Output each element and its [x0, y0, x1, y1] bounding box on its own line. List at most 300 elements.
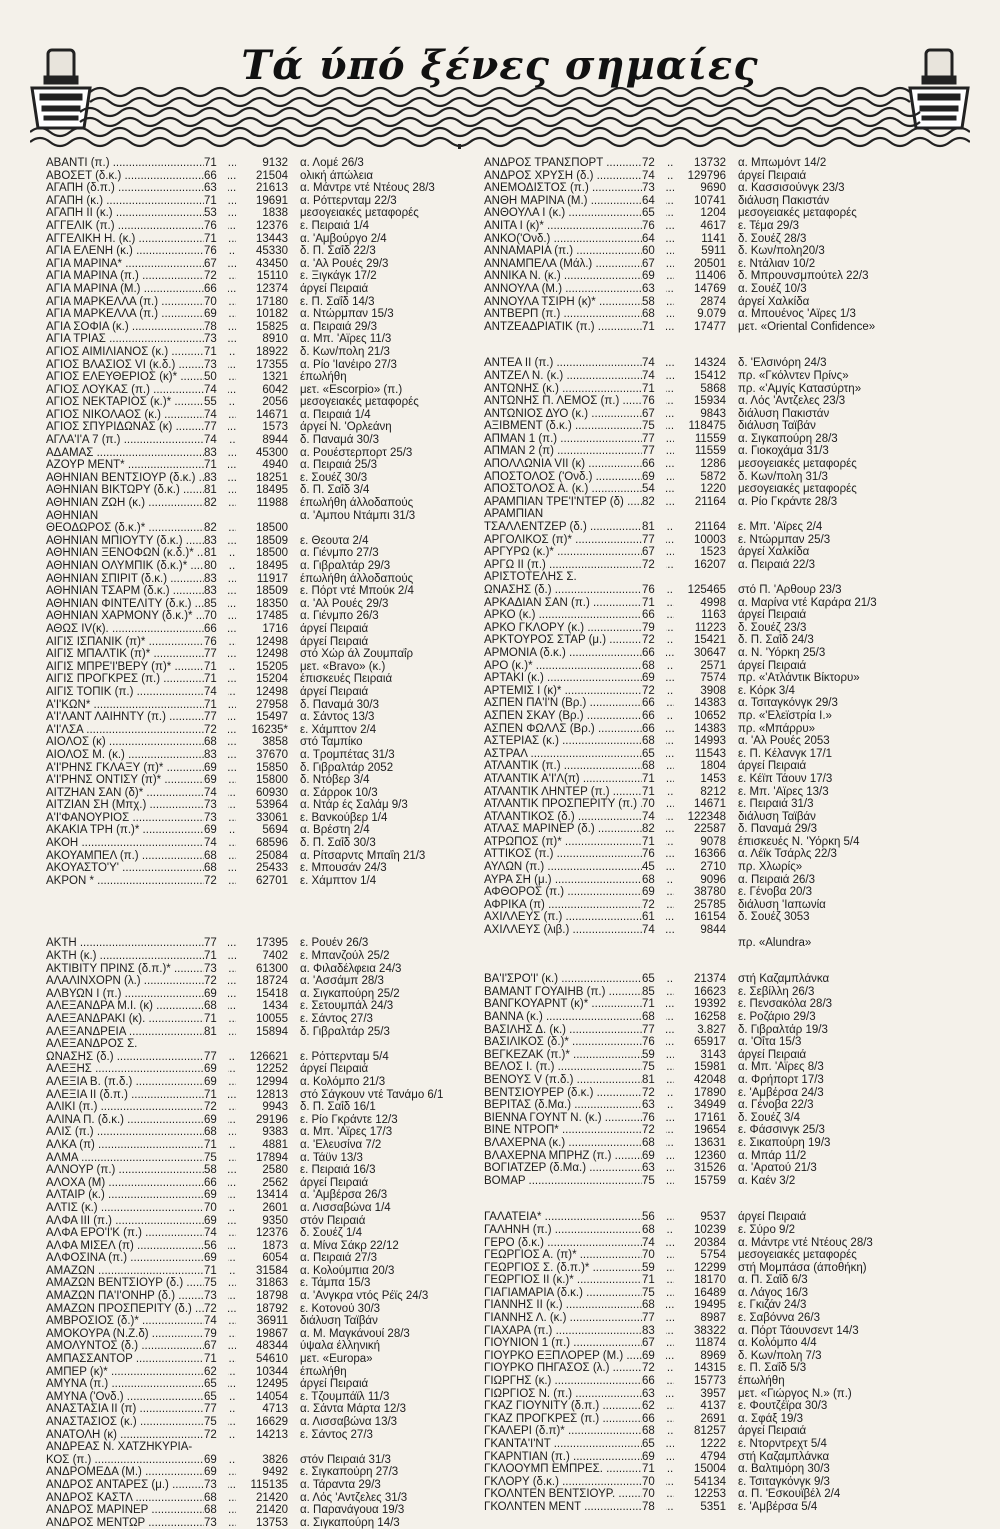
build-year: 75 — [204, 1277, 228, 1290]
ship-name: ΑΛΙΚΙ (π.) ..... — [46, 1101, 246, 1114]
ship-status: α. Πόρτ Τάουνσεντ 14/3 — [738, 1325, 938, 1338]
ship-name: ΒΕΓΚΕΖΑΚ (π.)* ..... — [484, 1049, 684, 1062]
build-year: 69 — [204, 1454, 228, 1467]
ship-entry-row — [484, 1299, 914, 1312]
ship-name: ΒΑΣΙΛΙΚΟΣ (δ.)* ..... — [484, 1036, 684, 1049]
build-year: 69 — [642, 1451, 666, 1464]
ship-name: ΑΙΓΙΣ ΙΣΠΑΝΙΚ (π)* ..... — [46, 636, 246, 649]
gross-tonnage: 1523 — [674, 546, 726, 559]
ship-name: ΑΝΑΣΤΑΣΙΟΣ (κ.) ..... — [46, 1416, 246, 1429]
ship-name: ΑΙΓΙΣ ΤΟΠΙΚ (π.) ..... — [46, 686, 246, 699]
ship-name: ΑΓΙΑ ΤΡΙΑΣ ..... — [46, 333, 246, 346]
build-year: 59 — [642, 1262, 666, 1275]
gross-tonnage: 12498 — [236, 648, 288, 661]
build-year: 68 — [642, 1299, 666, 1312]
build-year: 67 — [204, 258, 228, 271]
ship-entry-row — [484, 207, 914, 220]
ship-name: ΑΓΑΠΗ (κ.) ..... — [46, 195, 246, 208]
ship-status: δ. Γιβραλτάρ 25/3 — [300, 1026, 500, 1039]
ship-entry-row — [484, 521, 914, 534]
ship-status: ολική άπώλεια — [300, 170, 500, 183]
ship-status: δ. Κων/πολη 21/3 — [300, 346, 500, 359]
ship-name: ΓΙΑΓΙΑΜΑΡΙΑ (δ.κ.) ..... — [484, 1287, 684, 1300]
gross-tonnage: 16207 — [674, 559, 726, 572]
ship-name: ΒΑΣΙΛΗΣ Δ. (κ.) ..... — [484, 1024, 684, 1037]
ship-entry-row — [484, 445, 914, 458]
ship-status: μετ. «Oriental Confidence» — [738, 321, 938, 334]
ship-status: πρ. «Γκόλντεν Πρίνς» — [738, 370, 938, 383]
ship-name: ΒΕΡΙΤΑΣ (δ.Μα.) ..... — [484, 1099, 684, 1112]
ship-entry-row — [46, 1353, 476, 1366]
ship-entry-row — [484, 1087, 914, 1100]
gross-tonnage: 4713 — [236, 1403, 288, 1416]
gross-tonnage: 21420 — [236, 1504, 288, 1517]
ship-entry-row — [484, 1476, 914, 1489]
ship-entry-row — [46, 1126, 476, 1139]
build-year: 69 — [204, 1189, 228, 1202]
ship-status: ε. Ντώρμπαν 25/3 — [738, 534, 938, 547]
build-year: 74 — [642, 357, 666, 370]
ship-status: άργεί Πειραιά — [738, 170, 938, 183]
ship-status: στή Καζαμπλάνκα — [738, 1451, 938, 1464]
ship-status: ε. Πειραιά 31/3 — [738, 798, 938, 811]
ship-entry-row — [484, 308, 914, 321]
ship-status: α. Μπάρ 11/2 — [738, 1150, 938, 1163]
ship-status: α. Ν. 'Υόρκη 25/3 — [738, 647, 938, 660]
page-header — [30, 30, 970, 150]
ship-entry-row — [46, 648, 476, 661]
build-year: 74 — [642, 170, 666, 183]
build-year: 82 — [204, 497, 228, 510]
ship-entry-row — [46, 837, 476, 850]
ship-entry-row — [46, 245, 476, 258]
ship-name: ΓΙΟΥΡΚΟ ΕΞΠΛΟΡΕΡ (Μ.) ..... — [484, 1350, 684, 1363]
ship-name: ΑΘΩΣ ΙV(κ). ..... — [46, 623, 246, 636]
ship-name: ΑΓΙΑ ΜΑΡΙΝΑ (π.) ..... — [46, 270, 246, 283]
gross-tonnage: 3826 — [236, 1454, 288, 1467]
ship-status: ε. Μπ. 'Αϊρες 2/4 — [738, 521, 938, 534]
ship-status: ε. Σιγκαπούρη 27/3 — [300, 1466, 500, 1479]
ship-name: ΑΛΕΞΑΝΔΡΑ Μ.Ι. (κ) ..... — [46, 1000, 246, 1013]
ship-status: έπισκευές Ν. 'Υόρκη 5/4 — [738, 836, 938, 849]
build-year: 71 — [204, 673, 228, 686]
gross-tonnage: 27958 — [236, 699, 288, 712]
ship-status: α. Ρίτσαρντς Μπαΐη 21/3 — [300, 850, 500, 863]
gross-tonnage: 17477 — [674, 321, 726, 334]
ship-status: ε. Γένοβα 20/3 — [738, 886, 938, 899]
build-year: 69 — [204, 1466, 228, 1479]
ship-entry-row — [46, 1315, 476, 1328]
ship-status: α. 'Ανγκρα ντός Ρέϊς 24/3 — [300, 1290, 500, 1303]
build-year: 66 — [642, 723, 666, 736]
ship-status: α. 'Αμπου Ντάμπι 31/3 — [300, 510, 500, 523]
build-year: 68 — [204, 1126, 228, 1139]
ship-name: ΑΓΙΟΣ ΕΛΕΥΘΕΡΙΟΣ (κ)* ..... — [46, 371, 246, 384]
ship-entry-row — [484, 1061, 914, 1074]
gross-tonnage: 19392 — [674, 998, 726, 1011]
gross-tonnage: 4617 — [674, 220, 726, 233]
ship-status: έπισκευές Πειραιά — [300, 673, 500, 686]
ship-status: στό Ταμπίκο — [300, 736, 500, 749]
ship-status: α. Π. 'Εσκουϊβέλ 2/4 — [738, 1488, 938, 1501]
gross-tonnage: 43450 — [236, 258, 288, 271]
gross-tonnage: 2562 — [236, 1177, 288, 1190]
ship-status: δ. Κων/πολη 31/3 — [738, 471, 938, 484]
ship-entry-row — [46, 610, 476, 623]
ship-status: μεσογειακές μεταφορές — [300, 207, 500, 220]
ship-entry-row — [46, 308, 476, 321]
ship-entry-row — [484, 1249, 914, 1262]
ship-status: έπωλήθη — [300, 371, 500, 384]
ship-status: α. Λός 'Αντζελες 23/3 — [738, 395, 938, 408]
gross-tonnage: 11223 — [674, 622, 726, 635]
ship-entry-row — [46, 182, 476, 195]
gross-tonnage: 21164 — [674, 521, 726, 534]
ship-status: ε. Πειραιά 1/4 — [300, 220, 500, 233]
gross-tonnage: 20384 — [674, 1237, 726, 1250]
gross-tonnage: 17355 — [236, 359, 288, 372]
build-year: 64 — [642, 233, 666, 246]
ship-status: μεσογειακές μεταφορές — [738, 483, 938, 496]
ship-status: άργεί Ν. 'Ορλεάνη — [300, 421, 500, 434]
gross-tonnage: 10055 — [236, 1013, 288, 1026]
gross-tonnage: 62701 — [236, 875, 288, 888]
build-year: 69 — [204, 1114, 228, 1127]
ship-status: ε. Φουτζέϊρα 30/3 — [738, 1400, 938, 1413]
ship-entry-row — [484, 672, 914, 685]
ship-status: ε. Ρόττερνταμ 5/4 — [300, 1051, 500, 1064]
build-year: 66 — [642, 458, 666, 471]
ship-status: άργεί Πειραιά — [300, 1063, 500, 1076]
gross-tonnage: 11559 — [674, 433, 726, 446]
ship-status: δ. Σουέζ 28/3 — [738, 233, 938, 246]
ship-name: ΓΙΟΥΝΙΟΝ 1 (π.) ..... — [484, 1337, 684, 1350]
gross-tonnage: 17894 — [236, 1152, 288, 1165]
build-year: 45 — [642, 861, 666, 874]
ship-name: ΑΚΤΗ ..... — [46, 937, 246, 950]
ship-entry-row — [46, 963, 476, 976]
ship-status: μεσογειακές μεταφορές — [738, 207, 938, 220]
ship-entry-row — [46, 1303, 476, 1316]
ship-entry-row — [46, 233, 476, 246]
ship-name: ΑΘΗΝΙΑΝ ΜΠΙΟΥΤΥ (δ.κ.) ..... — [46, 535, 246, 548]
ship-name: ΑΡΜΟΝΙΑ (δ.κ.) ..... — [484, 647, 684, 660]
ship-status: μεσογειακές μεταφορές — [738, 458, 938, 471]
ship-name: ΑΤΤΙΚΟΣ (π.) ..... — [484, 848, 684, 861]
ship-entry-row — [46, 1026, 476, 1039]
ship-name: ΑΡΚΟ (κ.) ..... — [484, 609, 684, 622]
ship-status: α. Μαρίνα ντέ Καράρα 21/3 — [738, 597, 938, 610]
ship-name: ΑΓΙΟΣ ΛΟΥΚΑΣ (π.) ..... — [46, 384, 246, 397]
ship-status: άργεί Πειραιά — [300, 1177, 500, 1190]
ship-status: α. Τάραντα 29/3 — [300, 1479, 500, 1492]
ship-name: ΑΓΙΟΣ ΑΙΜΙΛΙΑΝΟΣ (κ.) ..... — [46, 346, 246, 359]
ship-entry-row — [484, 1175, 914, 1188]
ship-status: ε. Ρίο Γκράντε 12/3 — [300, 1114, 500, 1127]
ship-entry-row — [484, 233, 914, 246]
build-year: 81 — [204, 547, 228, 560]
ship-status: α. Λομέ 26/3 — [300, 157, 500, 170]
gross-tonnage: 14213 — [236, 1429, 288, 1442]
ship-entry-row — [46, 220, 476, 233]
gross-tonnage: 12495 — [236, 1378, 288, 1391]
ship-entry-row — [484, 458, 914, 471]
ship-status: άργεί Πειραιά — [738, 1049, 938, 1062]
ship-entry-row — [46, 661, 476, 674]
ship-name: ΑΘΗΝΙΑΝ ΒΙΚΤΩΡΥ (δ.κ.) ..... — [46, 484, 246, 497]
build-year: 66 — [642, 697, 666, 710]
ship-status: ε. Ρουέν 26/3 — [300, 937, 500, 950]
ship-entry-row — [484, 1150, 914, 1163]
ship-entry-row — [484, 1124, 914, 1137]
ship-name: ΑΓΑΠΗ (δ.π.) ..... — [46, 182, 246, 195]
ship-entry-row — [46, 459, 476, 472]
ship-status: δ. Π. Σαΐδ 30/3 — [300, 837, 500, 850]
ship-entry-row — [46, 774, 476, 787]
ship-entry-row — [484, 748, 914, 761]
build-year: 59 — [642, 1049, 666, 1062]
build-year: 68 — [642, 308, 666, 321]
ship-entry-row — [484, 245, 914, 258]
ship-status: α. Γιοκοχάμα 31/3 — [738, 445, 938, 458]
build-year: 68 — [642, 735, 666, 748]
ship-name: ΑΝΤΖΕΑΔΡΙΑΤΙΚ (π.) ..... — [484, 321, 684, 334]
build-year: 74 — [204, 409, 228, 422]
ship-entry-row — [46, 421, 476, 434]
ship-entry-row — [46, 447, 476, 460]
ship-name: ΑΡΟ (κ.)* ..... — [484, 660, 684, 673]
ship-name: ΑΛΦΑ ΙΙΙ (π.) ..... — [46, 1215, 246, 1228]
ship-name: ΑΤΛΑΝΤΙΚ ΛΗΝΤΕΡ (π.) ..... — [484, 786, 684, 799]
gross-tonnage: 5694 — [236, 824, 288, 837]
ship-status: πρ. «'Ελεϊστρία Ι.» — [738, 710, 938, 723]
build-year: 71 — [204, 1265, 228, 1278]
ship-entry-row — [484, 321, 914, 334]
ship-name: Α'Ι'ΦΑΝΟΥΡΙΟΣ ..... — [46, 812, 246, 825]
ship-name: ΑΜΥΝΑ (π.) ..... — [46, 1378, 246, 1391]
ship-name: ΑΝΝΟΥΛΑ (Μ.) ..... — [484, 283, 684, 296]
build-year: 85 — [204, 598, 228, 611]
ship-entry-row — [46, 283, 476, 296]
ship-name: ΒΕΝΤΣΙΟΥΡΕΡ (δ.κ.) ..... — [484, 1087, 684, 1100]
ship-name: ΑΠΟΣΤΟΛΟΣ ('Ονδ.) ..... — [484, 471, 684, 484]
ship-entry-row — [46, 510, 476, 523]
ship-name: ΑΜΑΖΩΝ ΒΕΝΤΣΙΟΥΡ (δ.) ..... — [46, 1277, 246, 1290]
ship-name: ΓΚΑΖ ΠΡΟΓΚΡΕΣ (π.) ..... — [484, 1413, 684, 1426]
ship-entry-row — [46, 1391, 476, 1404]
ship-entry-row — [484, 911, 914, 924]
build-year: 72 — [642, 157, 666, 170]
gross-tonnage: 18495 — [236, 484, 288, 497]
ship-entry-row — [484, 296, 914, 309]
ship-status: ε. Γκιζάν 24/3 — [738, 1299, 938, 1312]
ship-name: ΑΙΟΛΟΣ (κ) ..... — [46, 736, 246, 749]
ship-status: πρ. «'Αμγίς Κατασύρτη» — [738, 383, 938, 396]
ship-status: στό Σάγκουν ντέ Τανάμο 6/1 — [300, 1089, 500, 1102]
ship-status: ε. Σεβίλλη 26/3 — [738, 986, 938, 999]
build-year: 74 — [204, 1227, 228, 1240]
section-gap — [484, 333, 914, 357]
ship-status: διάλυση Πακιστάν — [738, 408, 938, 421]
gross-tonnage: 1453 — [674, 773, 726, 786]
ship-status: α. Σάντος 13/3 — [300, 711, 500, 724]
build-year: 69 — [204, 1063, 228, 1076]
ship-entry-row — [484, 433, 914, 446]
build-year: 76 — [642, 584, 666, 597]
gross-tonnage: 11988 — [236, 497, 288, 510]
gross-tonnage: 15894 — [236, 1026, 288, 1039]
gross-tonnage: 68596 — [236, 837, 288, 850]
ship-name: ΑΚΡΟΝ * ..... — [46, 875, 246, 888]
gross-tonnage: 1163 — [674, 609, 726, 622]
ship-entry-row — [484, 1099, 914, 1112]
build-year: 76 — [642, 848, 666, 861]
gross-tonnage: 81257 — [674, 1425, 726, 1438]
ship-entry-row — [484, 1224, 914, 1237]
ship-entry-row — [46, 1089, 476, 1102]
build-year: 71 — [204, 1353, 228, 1366]
ship-name: ΑΝΘΗ ΜΑΡΙΝΑ (Μ.) ..... — [484, 195, 684, 208]
ship-name: ΓΕΩΡΓΙΟΣ ΙΙ (κ.)* ..... — [484, 1274, 684, 1287]
ship-entry-row — [484, 220, 914, 233]
ship-status: α. 'Αμβέρσα 26/3 — [300, 1189, 500, 1202]
build-year: 74 — [642, 924, 666, 937]
ship-entry-row — [46, 258, 476, 271]
build-year: 81 — [642, 1074, 666, 1087]
ship-status: α. Λάγος 16/3 — [738, 1287, 938, 1300]
ship-status: ε. Σύρο 9/2 — [738, 1224, 938, 1237]
gross-tonnage: 29196 — [236, 1114, 288, 1127]
gross-tonnage: 8910 — [236, 333, 288, 346]
ship-name: ΑΝΔΡΟΜΕΔΑ (Μ.) ..... — [46, 1466, 246, 1479]
gross-tonnage: 17395 — [236, 937, 288, 950]
ship-name: ΑΣΠΕΝ ΣΚΑΥ (Βρ.) ..... — [484, 710, 684, 723]
ship-entry-row — [484, 1312, 914, 1325]
ship-status: δ. 'Ελσινόρη 24/3 — [738, 357, 938, 370]
ship-status: α. Πειραιά 26/3 — [738, 874, 938, 887]
ship-name: ΑΓΙΟΣ ΝΕΚΤΑΡΙΟΣ (κ.)* ..... — [46, 396, 246, 409]
build-year: 69 — [204, 988, 228, 1001]
ship-name: ΓΚΑΛΕΡΙ (δ.π)* ..... — [484, 1425, 684, 1438]
build-year: 72 — [204, 975, 228, 988]
gross-tonnage: 8969 — [674, 1350, 726, 1363]
build-year: 68 — [642, 874, 666, 887]
ship-entry-row — [46, 1492, 476, 1505]
column-divider-mark — [458, 144, 461, 149]
ship-status: έπωλήθη άλλοδαπούς — [300, 573, 500, 586]
ship-entry-row — [46, 585, 476, 598]
gross-tonnage: 12360 — [674, 1150, 726, 1163]
gross-tonnage: 1873 — [236, 1240, 288, 1253]
build-year: 74 — [204, 787, 228, 800]
build-year: 69 — [642, 672, 666, 685]
ship-status: α. Μ. Μαγκάνουί 28/3 — [300, 1328, 500, 1341]
ship-name: ΑΝΤΩΝΙΟΣ ΔΥΟ (κ.) ..... — [484, 408, 684, 421]
ship-status: άργεί Πειραιά — [738, 1425, 938, 1438]
ship-entry-row — [46, 1328, 476, 1341]
ship-name: ΑΛΙΝΑ Π. (δ.κ.) ..... — [46, 1114, 246, 1127]
gross-tonnage: 21504 — [236, 170, 288, 183]
gross-tonnage: 14769 — [674, 283, 726, 296]
ship-status: ε. Ντορντρεχτ 5/4 — [738, 1438, 938, 1451]
ship-status: α. Πειραιά 25/3 — [300, 459, 500, 472]
ship-name: ΑΚΟΥΑΣΤΟ'Υ' ..... — [46, 862, 246, 875]
build-year: 83 — [204, 472, 228, 485]
build-year: 69 — [642, 886, 666, 899]
ship-status: διάλυση Ταϊβάν — [300, 1315, 500, 1328]
ship-entry-row — [46, 484, 476, 497]
ship-status: μετ. «Bravo» (κ.) — [300, 661, 500, 674]
build-year: 73 — [204, 333, 228, 346]
ship-status: ε. Τέμα 29/3 — [738, 220, 938, 233]
gross-tonnage: 31526 — [674, 1162, 726, 1175]
ship-entry-row — [484, 836, 914, 849]
build-year: 76 — [204, 220, 228, 233]
build-year: 71 — [204, 233, 228, 246]
gross-tonnage: 2580 — [236, 1164, 288, 1177]
ship-status: ε. Κέϊπ Τάουν 17/3 — [738, 773, 938, 786]
ship-name: ΑΛΕΞΙΑ ΙΙ (δ.π.) ..... — [46, 1089, 246, 1102]
gross-tonnage: 42048 — [674, 1074, 726, 1087]
gross-tonnage: 12252 — [236, 1063, 288, 1076]
ship-status: πρ. «'Ατλάντικ Βίκτορυ» — [738, 672, 938, 685]
ship-entry-row — [46, 207, 476, 220]
gross-tonnage: 53964 — [236, 799, 288, 812]
build-year: 65 — [204, 1378, 228, 1391]
gross-tonnage: 9844 — [674, 924, 726, 937]
build-year: 62 — [642, 1400, 666, 1413]
ship-status: α. Μπ. 'Αϊρες 17/3 — [300, 1126, 500, 1139]
ship-status: α. Ρόττερνταμ 22/3 — [300, 195, 500, 208]
ship-entry-row — [484, 1262, 914, 1275]
ship-name: ΑΘΗΝΙΑΝ ΤΣΑΡΜ (δ.κ.) ..... — [46, 585, 246, 598]
ship-status: ε. Τσιταγκόνγκ 9/3 — [738, 1476, 938, 1489]
build-year: 63 — [642, 283, 666, 296]
ship-status: α. Πειραιά 29/3 — [300, 321, 500, 334]
build-year: 70 — [642, 1476, 666, 1489]
ship-entry-row — [46, 296, 476, 309]
gross-tonnage: 1716 — [236, 623, 288, 636]
gross-tonnage: 17180 — [236, 296, 288, 309]
ship-status: δ. Σουέζ 3053 — [738, 911, 938, 924]
ship-name: ΑΖΟΥΡ ΜΕΝΤ* ..... — [46, 459, 246, 472]
ship-name: ΑΛΦΟΣΙΝΑ (π.) ..... — [46, 1252, 246, 1265]
ship-status: στό Χώρ άλ Ζουμπαΐρ — [300, 648, 500, 661]
gross-tonnage: 4794 — [674, 1451, 726, 1464]
ship-entry-row — [484, 1211, 914, 1224]
ship-status: μετ. «Escorpio» (π.) — [300, 384, 500, 397]
ship-name: ΓΚΛΟΡΥ (δ.κ.) ..... — [484, 1476, 684, 1489]
section-gap — [484, 949, 914, 973]
build-year: 68 — [642, 660, 666, 673]
build-year: 66 — [204, 283, 228, 296]
ship-entry-row — [484, 1463, 914, 1476]
ship-status: α. Τρομπέτας 31/3 — [300, 749, 500, 762]
build-year: 83 — [204, 447, 228, 460]
ship-name: ΑΓΙΟΣ ΒΛΑΣΙΟΣ VI (κ.δ.) ..... — [46, 359, 246, 372]
ship-status: ε. Π. Κέλανγκ 17/1 — [738, 748, 938, 761]
ship-status: α. Λέϊκ Τσάρλς 22/3 — [738, 848, 938, 861]
gross-tonnage: 48344 — [236, 1340, 288, 1353]
ship-name: ΑΜΟΛΥΝΤΟΣ (δ.) ..... — [46, 1340, 246, 1353]
ship-name: ΑΧΙΛΛΕΥΣ (λιβ.) ..... — [484, 924, 684, 937]
ship-status: δ. Σουέζ 3/4 — [738, 1112, 938, 1125]
ship-status: ύψαλα έλληνική — [300, 1340, 500, 1353]
ship-status: α. 'Οΐτα 15/3 — [738, 1036, 938, 1049]
ship-entry-row — [484, 1337, 914, 1350]
build-year: 71 — [642, 773, 666, 786]
ship-status: δ. Μπρουνσμπούτελ 22/3 — [738, 270, 938, 283]
